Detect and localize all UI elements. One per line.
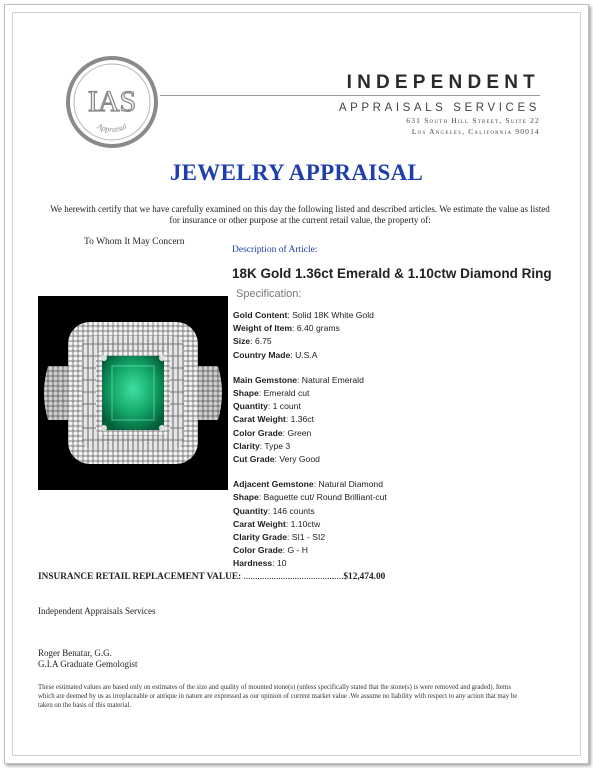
spec-value: 10 <box>276 558 287 569</box>
spec-key: Weight of Item <box>233 323 293 334</box>
spec-key: Size <box>233 336 251 347</box>
item-title: 18K Gold 1.36ct Emerald & 1.10ctw Diamond Ring <box>232 266 552 281</box>
spec-separator: : <box>313 479 319 490</box>
spec-value: SI1 - SI2 <box>291 532 326 543</box>
spec-separator: : <box>286 532 292 543</box>
spec-group-adjacent <box>233 478 387 570</box>
spec-value: Green <box>287 427 312 438</box>
spec-row <box>233 374 387 387</box>
spec-row <box>233 491 387 504</box>
spec-separator: : <box>292 323 297 334</box>
spec-key: Carat Weight <box>233 518 286 529</box>
spec-separator: : <box>267 505 273 516</box>
insurance-value-amount: $12,474.00 <box>343 572 386 582</box>
signer-block <box>38 648 137 670</box>
spec-separator: : <box>285 518 291 529</box>
spec-separator: : <box>258 492 264 503</box>
spec-row <box>233 400 387 413</box>
spec-row <box>233 413 387 426</box>
spec-group-gold <box>233 309 387 362</box>
spec-row <box>233 478 387 491</box>
spec-key: Clarity <box>233 440 260 451</box>
spec-value: G - H <box>287 545 308 556</box>
company-name: INDEPENDENT <box>346 72 540 93</box>
spec-row <box>233 309 387 322</box>
spec-separator: : <box>267 401 273 412</box>
spec-key: Color Grade <box>233 545 283 556</box>
spec-row <box>233 505 387 518</box>
spec-row <box>233 440 387 453</box>
spec-key: Gold Content <box>233 310 288 320</box>
spec-value: Type 3 <box>264 440 291 451</box>
company-address-line2: Los Angeles, California 90014 <box>411 127 540 136</box>
spec-value: Emerald cut <box>263 388 310 399</box>
ias-logo <box>65 55 159 149</box>
spec-value: Solid 18K White Gold <box>292 310 374 320</box>
spec-value: Natural Diamond <box>318 479 383 490</box>
insurance-value-label: INSURANCE RETAIL REPLACEMENT VALUE: <box>38 572 242 582</box>
spec-separator: : <box>285 414 291 425</box>
spec-value: 6.40 grams <box>296 323 340 334</box>
spec-row <box>233 518 387 531</box>
spec-separator: : <box>290 349 296 360</box>
emerald-stone <box>102 356 164 430</box>
spec-row <box>233 531 387 544</box>
spec-row <box>233 544 387 557</box>
spec-separator: : <box>297 374 302 385</box>
signer-title: G.I.A Graduate Gemologist <box>38 659 138 669</box>
spec-key: Clarity Grade <box>233 532 287 543</box>
spec-separator: : <box>282 545 288 556</box>
spec-row <box>233 335 387 348</box>
company-header <box>330 72 540 136</box>
ring-photo <box>38 296 228 490</box>
spec-row <box>233 349 387 362</box>
logo-ring-text: Appraisal <box>95 121 129 134</box>
logo-letters: IAS <box>87 85 137 118</box>
spec-value: U.S.A <box>295 349 318 360</box>
spec-key: Cut Grade <box>233 454 275 465</box>
certify-text: We herewith certify that we have carefully examined on this day the following listed and described articles. We estimate the value as listed for insurance or other purpose at the current retail value, the property of: <box>50 204 550 225</box>
spec-key: Quantity <box>233 401 268 412</box>
spec-separator: : <box>274 454 280 465</box>
spec-key: Color Grade <box>233 427 283 438</box>
spec-value: 1.10ctw <box>290 518 321 529</box>
spec-row <box>233 453 387 466</box>
spec-key: Shape <box>233 492 259 503</box>
spec-key: Shape <box>233 388 259 399</box>
footer-company: Independent Appraisals Services <box>38 606 156 616</box>
spec-row <box>233 557 387 570</box>
spec-key: Main Gemstone <box>233 374 297 385</box>
disclaimer: These estimated values are based only on estimates of the size and quality of mounted stone(s) (unless specifically stated that the stone(s) is were removed and graded). Items which are deemed by us as irreplaceable or antique in nature are expressed as our opinion of current market value .We assume no liability with respect to any action that may be taken on the basis of this material. <box>38 684 518 709</box>
spec-key: Country Made <box>233 349 291 360</box>
company-subtitle: APPRAISALS SERVICES <box>338 102 540 114</box>
leader-dots: ........................................... <box>243 572 344 582</box>
spec-row <box>233 427 387 440</box>
spec-value: 1 count <box>272 401 301 412</box>
spec-separator: : <box>259 440 265 451</box>
spec-key: Quantity <box>233 505 268 516</box>
spec-value: 146 counts <box>272 505 315 516</box>
signer-name: Roger Benatar, G.G. <box>38 648 112 658</box>
recipient: To Whom It May Concern <box>84 237 185 247</box>
spec-value: Baguette cut/ Round Brilliant-cut <box>263 492 387 503</box>
specification-label: Specification: <box>236 288 302 300</box>
spec-value: 6.75 <box>254 336 272 347</box>
spec-key: Hardness <box>233 558 273 569</box>
spec-value: 1.36ct <box>290 414 315 425</box>
spec-separator: : <box>282 427 288 438</box>
company-address-line1: 631 South Hill Street, Suite 22 <box>406 116 540 125</box>
spec-separator: : <box>250 336 255 347</box>
spec-separator: : <box>287 310 293 320</box>
spec-group-main <box>233 374 387 466</box>
spec-key: Adjacent Gemstone <box>233 479 314 490</box>
spec-value: Very Good <box>279 454 320 465</box>
spec-key: Carat Weight <box>233 414 286 425</box>
description-label: Description of Article: <box>232 245 318 255</box>
specifications <box>233 309 387 571</box>
spec-separator: : <box>258 388 264 399</box>
spec-row <box>233 322 387 335</box>
spec-value: Natural Emerald <box>301 374 364 385</box>
spec-row <box>233 387 387 400</box>
spec-separator: : <box>272 558 277 569</box>
insurance-value-row <box>38 572 385 582</box>
document-title: JEWELRY APPRAISAL <box>169 160 424 185</box>
